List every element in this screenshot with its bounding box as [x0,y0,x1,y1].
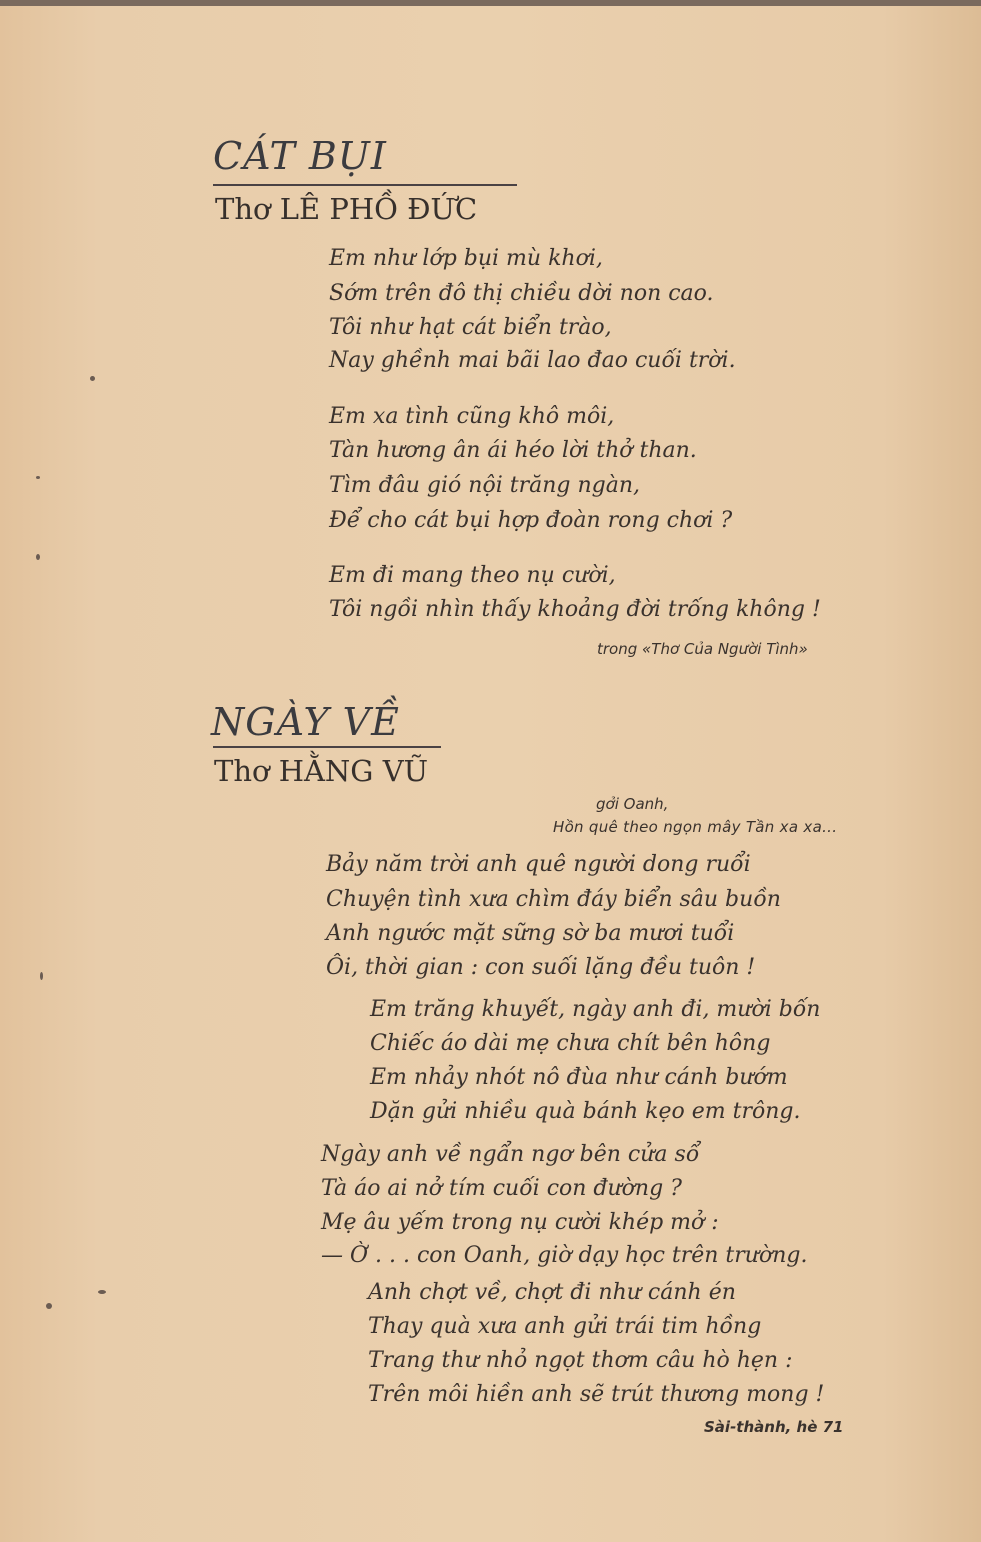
poem2-line: — Ờ . . . con Oanh, giờ dạy học trên trường. [321,1243,808,1268]
poem2-line: Trang thư nhỏ ngọt thơm câu hò hẹn : [368,1348,793,1373]
poem1-author: Thơ LÊ PHỒ ĐỨC [215,192,478,226]
poem2-line: Bảy năm trời anh quê người dong ruổi [326,852,751,877]
paper-speck [36,476,40,479]
poem2-signature: Sài-thành, hè 71 [704,1418,844,1436]
poem1-line: Tôi ngồi nhìn thấy khoảng đời trống không ! [329,597,821,622]
paper-speck [46,1303,52,1309]
poem1-line: Tìm đâu gió nội trăng ngàn, [329,473,640,498]
poem2-line: Thay quà xưa anh gửi trái tim hồng [368,1314,762,1339]
poem2-epigraph: Hồn quê theo ngọn mây Tần xa xa... [553,818,838,836]
poem2-line: Anh ngước mặt sững sờ ba mươi tuổi [326,921,735,946]
poem1-source: trong «Thơ Của Người Tình» [597,640,808,658]
poem2-line: Trên môi hiền anh sẽ trút thương mong ! [368,1382,825,1407]
poem1-line: Em xa tình cũng khô môi, [329,404,615,429]
poem1-line: Em đi mang theo nụ cười, [329,563,616,588]
poem2-line: Anh chợt về, chợt đi như cánh én [368,1280,736,1305]
poem1-title: CÁT BỤI [213,134,387,178]
poem2-line: Ôi, thời gian : con suối lặng đều tuôn ! [326,955,756,980]
poem1-line: Em như lớp bụi mù khơi, [329,246,603,271]
poem1-title-rule [213,184,517,186]
poem2-author: Thơ HẰNG VŨ [214,754,429,788]
paper-speck [98,1290,106,1294]
poem1-line: Tàn hương ân ái héo lời thở than. [329,438,697,463]
poem2-line: Chiếc áo dài mẹ chưa chít bên hông [370,1031,771,1056]
poem2-dedication: gởi Oanh, [596,795,669,813]
page-top-edge [0,0,981,6]
poem1-line: Tôi như hạt cát biển trào, [329,315,612,340]
poem1-line: Nay ghềnh mai bãi lao đao cuối trời. [329,348,736,373]
poem2-line: Dặn gửi nhiều quà bánh kẹo em trông. [370,1099,801,1124]
poem2-line: Chuyện tình xưa chìm đáy biển sâu buồn [326,887,781,912]
poem2-title-rule [213,746,441,748]
poem2-title: NGÀY VỀ [211,700,400,744]
poem2-line: Ngày anh về ngẩn ngơ bên cửa sổ [321,1142,700,1167]
paper-speck [90,376,95,381]
poem2-line: Tà áo ai nở tím cuối con đường ? [321,1176,682,1201]
poem1-line: Để cho cát bụi hợp đoàn rong chơi ? [329,508,733,533]
poem1-line: Sớm trên đô thị chiều dời non cao. [329,281,714,306]
paper-speck [36,554,40,560]
poem2-line: Mẹ âu yếm trong nụ cười khép mở : [321,1210,719,1235]
poem2-line: Em nhảy nhót nô đùa như cánh bướm [370,1065,788,1090]
paper-speck [40,972,43,980]
poem2-line: Em trăng khuyết, ngày anh đi, mười bốn [370,997,821,1022]
